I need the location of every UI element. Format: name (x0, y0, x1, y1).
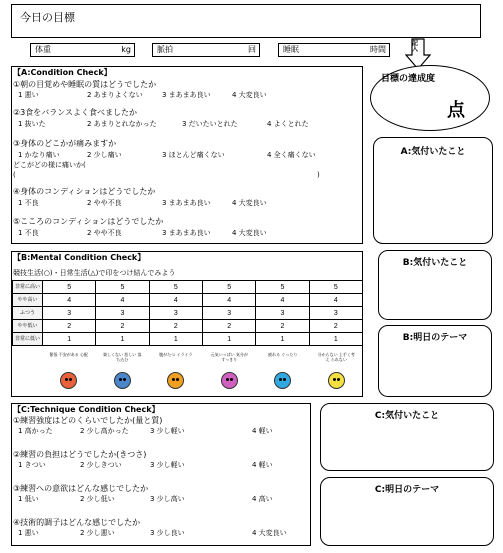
grid-cell[interactable]: 3 (96, 307, 149, 320)
grid-cell[interactable]: 2 (309, 320, 362, 333)
weight-unit: kg (121, 45, 131, 54)
grid-row-label: 非常に低い (13, 333, 43, 346)
c-q2-opt3[interactable]: 3 少し軽い (150, 461, 185, 469)
grid-cell[interactable]: 1 (96, 333, 149, 346)
c-q3: ③練習への意欲はどんな感じでしたか (13, 484, 149, 493)
grid-row-label: ふつう (13, 307, 43, 320)
b-theme-box[interactable] (378, 325, 492, 397)
weight-field[interactable] (30, 43, 135, 57)
a-q5-opt1[interactable]: 1 不良 (18, 229, 39, 237)
mood-face-column (256, 352, 310, 396)
grid-row-label: やや高い (13, 294, 43, 307)
a-q3-opt3[interactable]: 3 ほとんど痛くない (162, 151, 225, 159)
a-notes-title: A:気付いたこと (400, 147, 466, 157)
grid-cell[interactable]: 5 (96, 281, 149, 294)
a-q4-opt4[interactable]: 4 大変良い (232, 199, 267, 207)
grid-cell[interactable]: 1 (256, 333, 309, 346)
grid-cell[interactable]: 4 (96, 294, 149, 307)
grid-row (13, 320, 363, 333)
a-q1-opt4[interactable]: 4 大変良い (232, 91, 267, 99)
sleep-label: 睡眠 (283, 45, 299, 54)
c-q4-opt4[interactable]: 4 大変良い (252, 529, 287, 537)
c-q1-opt3[interactable]: 3 少し軽い (150, 427, 185, 435)
mood-face-label: 元気いっぱい 気分が すっきり (210, 352, 248, 362)
grid-cell[interactable]: 3 (256, 307, 309, 320)
grid-cell[interactable]: 5 (43, 281, 96, 294)
a-q3-opt1[interactable]: 1 かなり痛い (18, 151, 60, 159)
grid-cell[interactable]: 3 (149, 307, 202, 320)
grid-cell[interactable]: 4 (256, 294, 309, 307)
mood-face-label: 楽しくない 悲しい 落ち込む (102, 352, 142, 362)
a-q5-opt3[interactable]: 3 まあまあ良い (162, 229, 211, 237)
section-a-title: 【A:Condition Check】 (13, 68, 112, 77)
b-theme-title: B:明日のテーマ (402, 333, 468, 343)
grid-cell[interactable]: 5 (149, 281, 202, 294)
c-q2: ②練習の負担はどうでしたか(きつさ) (13, 450, 147, 459)
grid-cell[interactable]: 4 (43, 294, 96, 307)
a-q5-opt4[interactable]: 4 大変良い (232, 229, 267, 237)
c-q4: ④技術的調子はどんな感じでしたか (13, 518, 141, 527)
a-q1-opt3[interactable]: 3 まあまあ良い (162, 91, 211, 99)
grid-cell[interactable]: 2 (149, 320, 202, 333)
mood-face-label: 分からない 上手く考え られない (317, 352, 355, 362)
a-q5: ⑤こころのコンディションはどうでしたか (13, 217, 164, 226)
mood-face-icon (167, 372, 184, 389)
mood-faces (42, 352, 363, 396)
mood-face-icon (328, 372, 345, 389)
a-q3-opt4[interactable]: 4 全く痛くない (267, 151, 316, 159)
mood-face-column (42, 352, 96, 396)
grid-cell[interactable]: 2 (202, 320, 255, 333)
grid-cell[interactable]: 3 (202, 307, 255, 320)
section-a (11, 66, 363, 244)
a-q3-close: ) (317, 171, 320, 179)
mood-face-icon (274, 372, 291, 389)
c-q3-opt4[interactable]: 4 高い (252, 495, 273, 503)
b-notes-title: B:気付いたこと (402, 258, 468, 268)
c-q4-opt1[interactable]: 1 悪い (18, 529, 39, 537)
grid-row-label: 非常に高い (13, 281, 43, 294)
a-q2-opt3[interactable]: 3 だいたいとれた (182, 120, 238, 128)
c-theme-box[interactable] (320, 477, 494, 546)
a-q1-opt1[interactable]: 1 悪い (18, 91, 39, 99)
grid-cell[interactable]: 1 (149, 333, 202, 346)
grid-cell[interactable]: 5 (202, 281, 255, 294)
c-q1-opt2[interactable]: 2 少し高かった (80, 427, 129, 435)
grid-cell[interactable]: 3 (309, 307, 362, 320)
section-c (11, 403, 311, 546)
mood-face-label: 腹がたつ イライラ (159, 352, 193, 357)
c-q4-opt2[interactable]: 2 少し悪い (80, 529, 115, 537)
c-q1: ①練習強度はどのくらいでしたか(量と質) (13, 416, 163, 425)
grid-cell[interactable]: 1 (309, 333, 362, 346)
c-q1-opt4[interactable]: 4 軽い (252, 427, 273, 435)
a-q4: ④身体のコンディションはどうでしたか (13, 187, 156, 196)
achievement-title: 目標の達成度 (381, 74, 436, 84)
grid-row (13, 281, 363, 294)
section-b-title: 【B:Mental Condition Check】 (13, 253, 146, 262)
a-q4-opt1[interactable]: 1 不良 (18, 199, 39, 207)
c-q4-opt3[interactable]: 3 少し良い (150, 529, 185, 537)
mood-face-icon (114, 372, 131, 389)
a-q2-opt1[interactable]: 1 抜いた (18, 120, 46, 128)
goal-box[interactable] (11, 4, 481, 38)
achievement-unit: 点 (447, 100, 465, 121)
mood-face-column (203, 352, 257, 396)
grid-row (13, 294, 363, 307)
sleep-unit: 時間 (370, 45, 386, 54)
section-b (11, 251, 363, 397)
grid-row-label: やや低い (13, 320, 43, 333)
c-q2-opt2[interactable]: 2 少しきつい (80, 461, 122, 469)
c-theme-title: C:明日のテーマ (374, 485, 440, 495)
c-q1-opt1[interactable]: 1 高かった (18, 427, 53, 435)
c-notes-box[interactable] (320, 403, 494, 471)
pulse-label: 脈拍 (157, 45, 173, 54)
grid-cell[interactable]: 5 (256, 281, 309, 294)
goal-title: 今日の目標 (20, 11, 75, 24)
a-q5-opt2[interactable]: 2 やや不良 (87, 229, 122, 237)
grid-cell[interactable]: 1 (202, 333, 255, 346)
pulse-field[interactable] (152, 43, 260, 57)
sleep-field[interactable] (278, 43, 390, 57)
mood-face-icon (60, 372, 77, 389)
grid-cell[interactable]: 3 (43, 307, 96, 320)
a-q2-opt4[interactable]: 4 よくとれた (267, 120, 309, 128)
grid-cell[interactable]: 2 (43, 320, 96, 333)
a-q2: ②3食をバランスよく食べましたか (13, 108, 138, 117)
a-q1-opt2[interactable]: 2 あまりよくない (87, 91, 143, 99)
b-notes-box[interactable] (378, 250, 492, 320)
grid-row (13, 307, 363, 320)
a-q3: ③身体のどこかが痛みますか (13, 139, 117, 148)
a-q3-open: ( (13, 171, 16, 179)
mood-face-column (149, 352, 203, 396)
weight-label: 体重 (35, 45, 51, 54)
c-q3-opt3[interactable]: 3 少し高い (150, 495, 185, 503)
arrow-label: 記入 (412, 40, 419, 53)
a-notes-box[interactable] (373, 137, 493, 244)
achievement-ellipse[interactable] (370, 65, 490, 131)
a-q2-opt2[interactable]: 2 あまりとれなかった (87, 120, 157, 128)
grid-cell[interactable]: 4 (149, 294, 202, 307)
c-q2-opt4[interactable]: 4 軽い (252, 461, 273, 469)
section-c-title: 【C:Technique Condition Check】 (13, 405, 160, 414)
mood-face-icon (221, 372, 238, 389)
pulse-unit: 回 (248, 45, 256, 54)
a-q3-opt2[interactable]: 2 少し痛い (87, 151, 122, 159)
mood-face-label: 緊張 不安がある 心配 (49, 352, 89, 357)
mood-face-column (96, 352, 150, 396)
mood-face-label: 疲れる ぐったり (268, 352, 298, 357)
a-q4-opt2[interactable]: 2 やや不良 (87, 199, 122, 207)
c-q3-opt2[interactable]: 2 少し低い (80, 495, 115, 503)
grid-row (13, 333, 363, 346)
a-q1: ①朝の目覚めや睡眠の質はどうでしたか (13, 80, 157, 89)
grid-cell[interactable]: 2 (96, 320, 149, 333)
grid-cell[interactable]: 2 (256, 320, 309, 333)
c-q3-opt1[interactable]: 1 低い (18, 495, 39, 503)
c-q2-opt1[interactable]: 1 きつい (18, 461, 46, 469)
grid-cell[interactable]: 5 (309, 281, 362, 294)
grid-cell[interactable]: 1 (43, 333, 96, 346)
grid-cell[interactable]: 4 (202, 294, 255, 307)
mood-face-column (310, 352, 364, 396)
section-b-instruction: 競技生活(○)・日常生活(△)で印をつけ結んでみよう (13, 269, 176, 277)
grid-cell[interactable]: 4 (309, 294, 362, 307)
a-q3-sub: どこがどの様に痛いか( (13, 161, 86, 169)
a-q4-opt3[interactable]: 3 まあまあ良い (162, 199, 211, 207)
c-notes-title: C:気付いたこと (374, 411, 440, 421)
mental-grid (12, 280, 363, 346)
